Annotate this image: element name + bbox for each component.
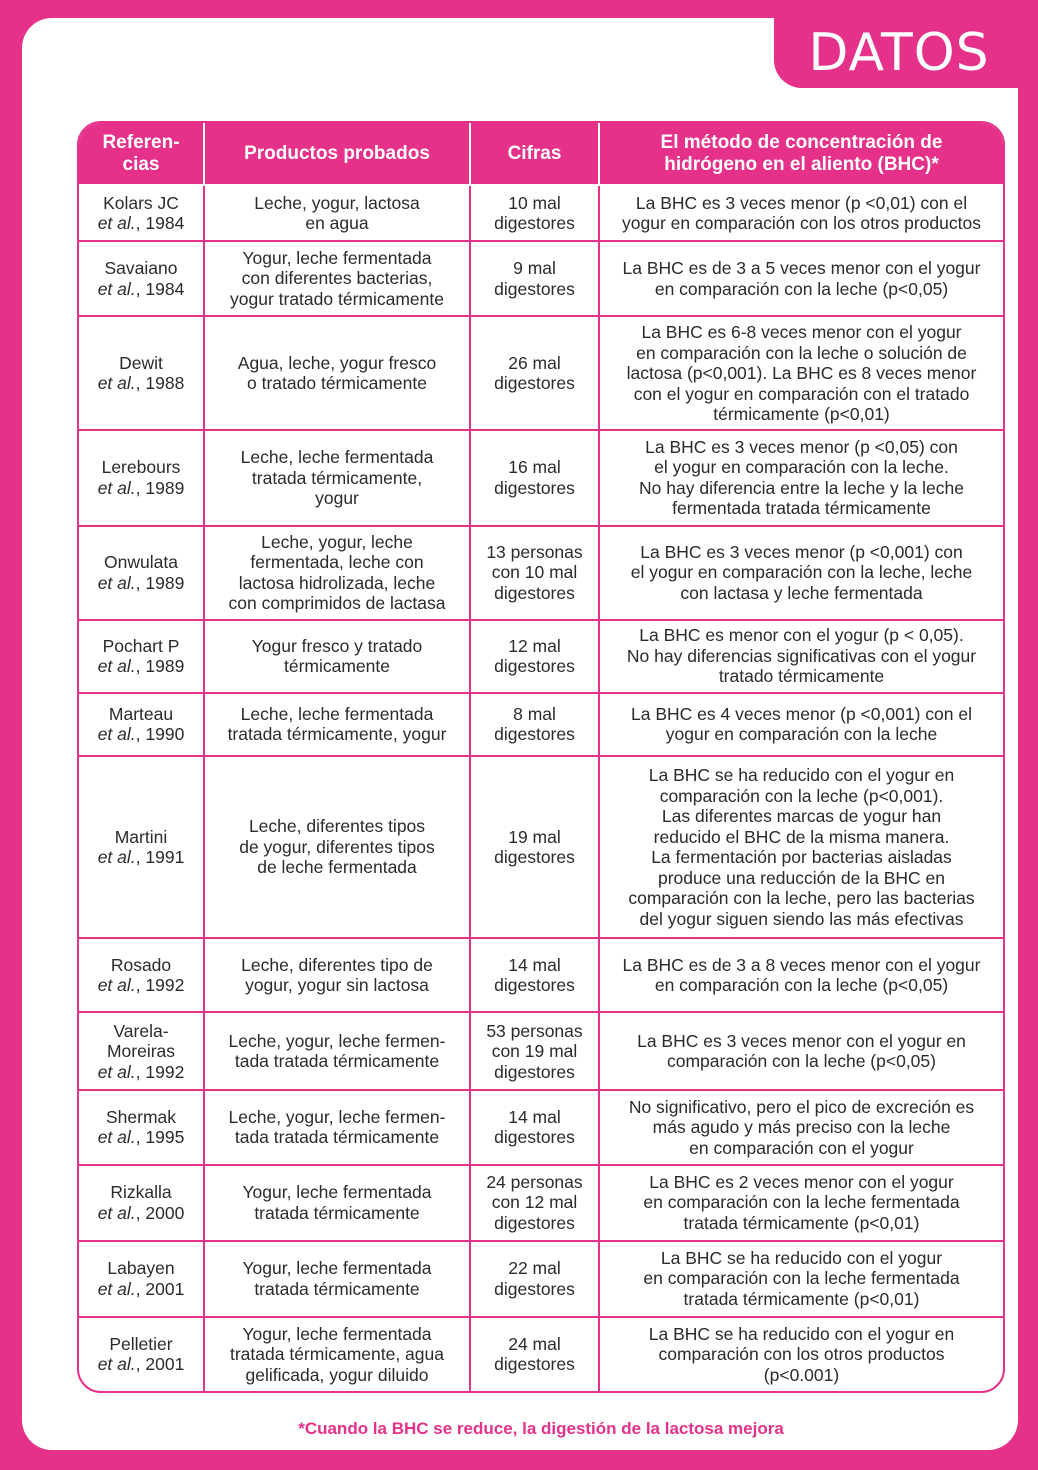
figures-cell: 9 mal digestores xyxy=(470,241,599,316)
figures-cell: 26 mal digestores xyxy=(470,316,599,430)
reference-etal: et al. xyxy=(97,373,136,394)
reference-etal: et al. xyxy=(97,278,136,299)
products-cell: Yogur, leche fermentada tratada térmicamente xyxy=(204,1241,470,1317)
reference-cell xyxy=(79,241,204,316)
reference-year: , 1989 xyxy=(135,656,185,677)
table-header-row xyxy=(79,123,1003,185)
table-row xyxy=(79,1012,1003,1090)
reference-year: , 1991 xyxy=(135,847,185,868)
column-header-figures: Cifras xyxy=(470,123,599,185)
reference-etal: et al. xyxy=(97,1127,136,1148)
reference-etal: et al. xyxy=(97,975,136,996)
reference-etal: et al. xyxy=(97,1061,136,1082)
products-cell: Agua, leche, yogur fresco o tratado térmicamente xyxy=(204,316,470,430)
reference-author: Savaiano xyxy=(104,258,178,279)
reference-etal: et al. xyxy=(97,1202,136,1223)
products-cell: Leche, yogur, leche fermen- tada tratada térmicamente xyxy=(204,1012,470,1090)
figures-cell: 10 mal digestores xyxy=(470,185,599,241)
table-row xyxy=(79,430,1003,525)
method-cell: La BHC se ha reducido con el yogur en comparación con los otros productos (p<0.001) xyxy=(599,1317,1003,1391)
content-card xyxy=(22,18,1018,1450)
products-cell: Leche, leche fermentada tratada térmicamente, yogur xyxy=(204,430,470,525)
section-tab: DATOS xyxy=(774,18,1018,88)
reference-year: , 2000 xyxy=(135,1202,185,1223)
table-row xyxy=(79,756,1003,938)
reference-author: Kolars JC xyxy=(103,192,179,213)
reference-cell xyxy=(79,620,204,693)
figures-cell: 24 mal digestores xyxy=(470,1317,599,1391)
column-header-references: Referen- cias xyxy=(79,123,204,185)
reference-author: Pelletier xyxy=(109,1333,173,1354)
reference-etal: et al. xyxy=(97,724,136,745)
method-cell: La BHC se ha reducido con el yogur en comparación con la leche fermentada tratada térmicamente (p<0,01) xyxy=(599,1241,1003,1317)
figures-cell: 16 mal digestores xyxy=(470,430,599,525)
reference-year: , 2001 xyxy=(135,1354,185,1375)
table-row xyxy=(79,938,1003,1012)
footnote: *Cuando la BHC se reduce, la digestión de la lactosa mejora xyxy=(298,1419,784,1438)
products-cell: Leche, diferentes tipo de yogur, yogur sin lactosa xyxy=(204,938,470,1012)
figures-cell: 13 personas con 10 mal digestores xyxy=(470,526,599,620)
table-row xyxy=(79,1090,1003,1164)
reference-etal: et al. xyxy=(97,1278,136,1299)
reference-year: , 2001 xyxy=(135,1278,185,1299)
method-cell: La BHC es de 3 a 8 veces menor con el yogur en comparación con la leche (p<0,05) xyxy=(599,938,1003,1012)
reference-year: , 1992 xyxy=(135,975,185,996)
reference-author: Lerebours xyxy=(101,457,181,478)
products-cell: Leche, yogur, leche fermentada, leche con lactosa hidrolizada, leche con comprimidos de lactasa xyxy=(204,526,470,620)
reference-etal: et al. xyxy=(97,572,136,593)
reference-author: Pochart P xyxy=(102,635,180,656)
method-cell: No significativo, pero el pico de excreción es más agudo y más preciso con la leche en comparación con el yogur xyxy=(599,1090,1003,1164)
figures-cell: 8 mal digestores xyxy=(470,693,599,756)
studies-table-container xyxy=(77,121,1005,1393)
reference-cell xyxy=(79,756,204,938)
products-cell: Yogur, leche fermentada con diferentes bacterias, yogur tratado térmicamente xyxy=(204,241,470,316)
figures-cell: 24 personas con 12 mal digestores xyxy=(470,1165,599,1241)
table-row xyxy=(79,693,1003,756)
method-cell: La BHC es 3 veces menor (p <0,001) con el yogur en comparación con la leche, leche con lactasa y leche fermentada xyxy=(599,526,1003,620)
method-cell: La BHC es 3 veces menor (p <0,05) con el yogur en comparación con la leche. No hay diferencia entre la leche y la leche fermentada tratada térmicamente xyxy=(599,430,1003,525)
products-cell: Leche, leche fermentada tratada térmicamente, yogur xyxy=(204,693,470,756)
method-cell: La BHC es 2 veces menor con el yogur en comparación con la leche fermentada tratada térmicamente (p<0,01) xyxy=(599,1165,1003,1241)
reference-author: Shermak xyxy=(105,1106,177,1127)
reference-cell xyxy=(79,1317,204,1391)
reference-author: Onwulata xyxy=(104,552,178,573)
reference-year: , 1995 xyxy=(135,1127,185,1148)
table-row xyxy=(79,526,1003,620)
reference-cell xyxy=(79,1241,204,1317)
products-cell: Yogur, leche fermentada tratada térmicamente xyxy=(204,1165,470,1241)
column-header-method: El método de concentración de hidrógeno en el aliento (BHC)* xyxy=(599,123,1003,185)
reference-etal: et al. xyxy=(97,1354,136,1375)
reference-author: Rosado xyxy=(110,954,172,975)
reference-year: , 1984 xyxy=(135,278,185,299)
reference-author: Labayen xyxy=(107,1258,175,1279)
products-cell: Yogur fresco y tratado térmicamente xyxy=(204,620,470,693)
table-row xyxy=(79,316,1003,430)
figures-cell: 22 mal digestores xyxy=(470,1241,599,1317)
reference-cell xyxy=(79,316,204,430)
reference-year: , 1990 xyxy=(135,724,185,745)
reference-year: , 1984 xyxy=(135,213,185,234)
reference-cell xyxy=(79,938,204,1012)
figures-cell: 12 mal digestores xyxy=(470,620,599,693)
reference-author: Dewit xyxy=(119,352,163,373)
reference-cell xyxy=(79,430,204,525)
method-cell: La BHC es 6-8 veces menor con el yogur en comparación con la leche o solución de lactosa (p<0,001). La BHC es 8 veces menor con el yogur en comparación con el tratado térmicamente (p<0,01) xyxy=(599,316,1003,430)
table-row xyxy=(79,185,1003,241)
method-cell: La BHC es 3 veces menor con el yogur en comparación con la leche (p<0,05) xyxy=(599,1012,1003,1090)
reference-etal: et al. xyxy=(97,847,136,868)
column-header-products: Productos probados xyxy=(204,123,470,185)
reference-author: Varela- Moreiras xyxy=(106,1020,176,1062)
studies-table xyxy=(79,123,1003,1391)
table-row xyxy=(79,1165,1003,1241)
reference-cell xyxy=(79,526,204,620)
figures-cell: 19 mal digestores xyxy=(470,756,599,938)
reference-cell xyxy=(79,693,204,756)
reference-author: Martini xyxy=(114,826,168,847)
products-cell: Leche, diferentes tipos de yogur, diferentes tipos de leche fermentada xyxy=(204,756,470,938)
method-cell: La BHC es 3 veces menor (p <0,01) con el yogur en comparación con los otros productos xyxy=(599,185,1003,241)
reference-etal: et al. xyxy=(97,213,136,234)
method-cell: La BHC se ha reducido con el yogur en comparación con la leche (p<0,001). Las diferentes marcas de yogur han reducido el BHC de la misma manera. La fermentación por bacterias aisladas produce una reducción de la BHC en comparación con la leche, pero las bacterias del yogur siguen siendo las más efectivas xyxy=(599,756,1003,938)
reference-year: , 1989 xyxy=(135,572,185,593)
method-cell: La BHC es menor con el yogur (p < 0,05). No hay diferencias significativas con el yogur tratado térmicamente xyxy=(599,620,1003,693)
products-cell: Leche, yogur, lactosa en agua xyxy=(204,185,470,241)
reference-author: Rizkalla xyxy=(110,1182,172,1203)
method-cell: La BHC es 4 veces menor (p <0,001) con el yogur en comparación con la leche xyxy=(599,693,1003,756)
reference-year: , 1989 xyxy=(135,477,185,498)
reference-year: , 1988 xyxy=(135,373,185,394)
table-row xyxy=(79,620,1003,693)
figures-cell: 53 personas con 19 mal digestores xyxy=(470,1012,599,1090)
table-row xyxy=(79,1317,1003,1391)
products-cell: Yogur, leche fermentada tratada térmicamente, agua gelificada, yogur diluido xyxy=(204,1317,470,1391)
reference-etal: et al. xyxy=(97,477,136,498)
reference-cell xyxy=(79,1090,204,1164)
reference-cell xyxy=(79,1012,204,1090)
table-row xyxy=(79,241,1003,316)
table-row xyxy=(79,1241,1003,1317)
reference-cell xyxy=(79,1165,204,1241)
figures-cell: 14 mal digestores xyxy=(470,938,599,1012)
figures-cell: 14 mal digestores xyxy=(470,1090,599,1164)
reference-year: , 1992 xyxy=(135,1061,185,1082)
reference-etal: et al. xyxy=(97,656,136,677)
reference-cell xyxy=(79,185,204,241)
method-cell: La BHC es de 3 a 5 veces menor con el yogur en comparación con la leche (p<0,05) xyxy=(599,241,1003,316)
reference-author: Marteau xyxy=(108,703,174,724)
products-cell: Leche, yogur, leche fermen- tada tratada térmicamente xyxy=(204,1090,470,1164)
